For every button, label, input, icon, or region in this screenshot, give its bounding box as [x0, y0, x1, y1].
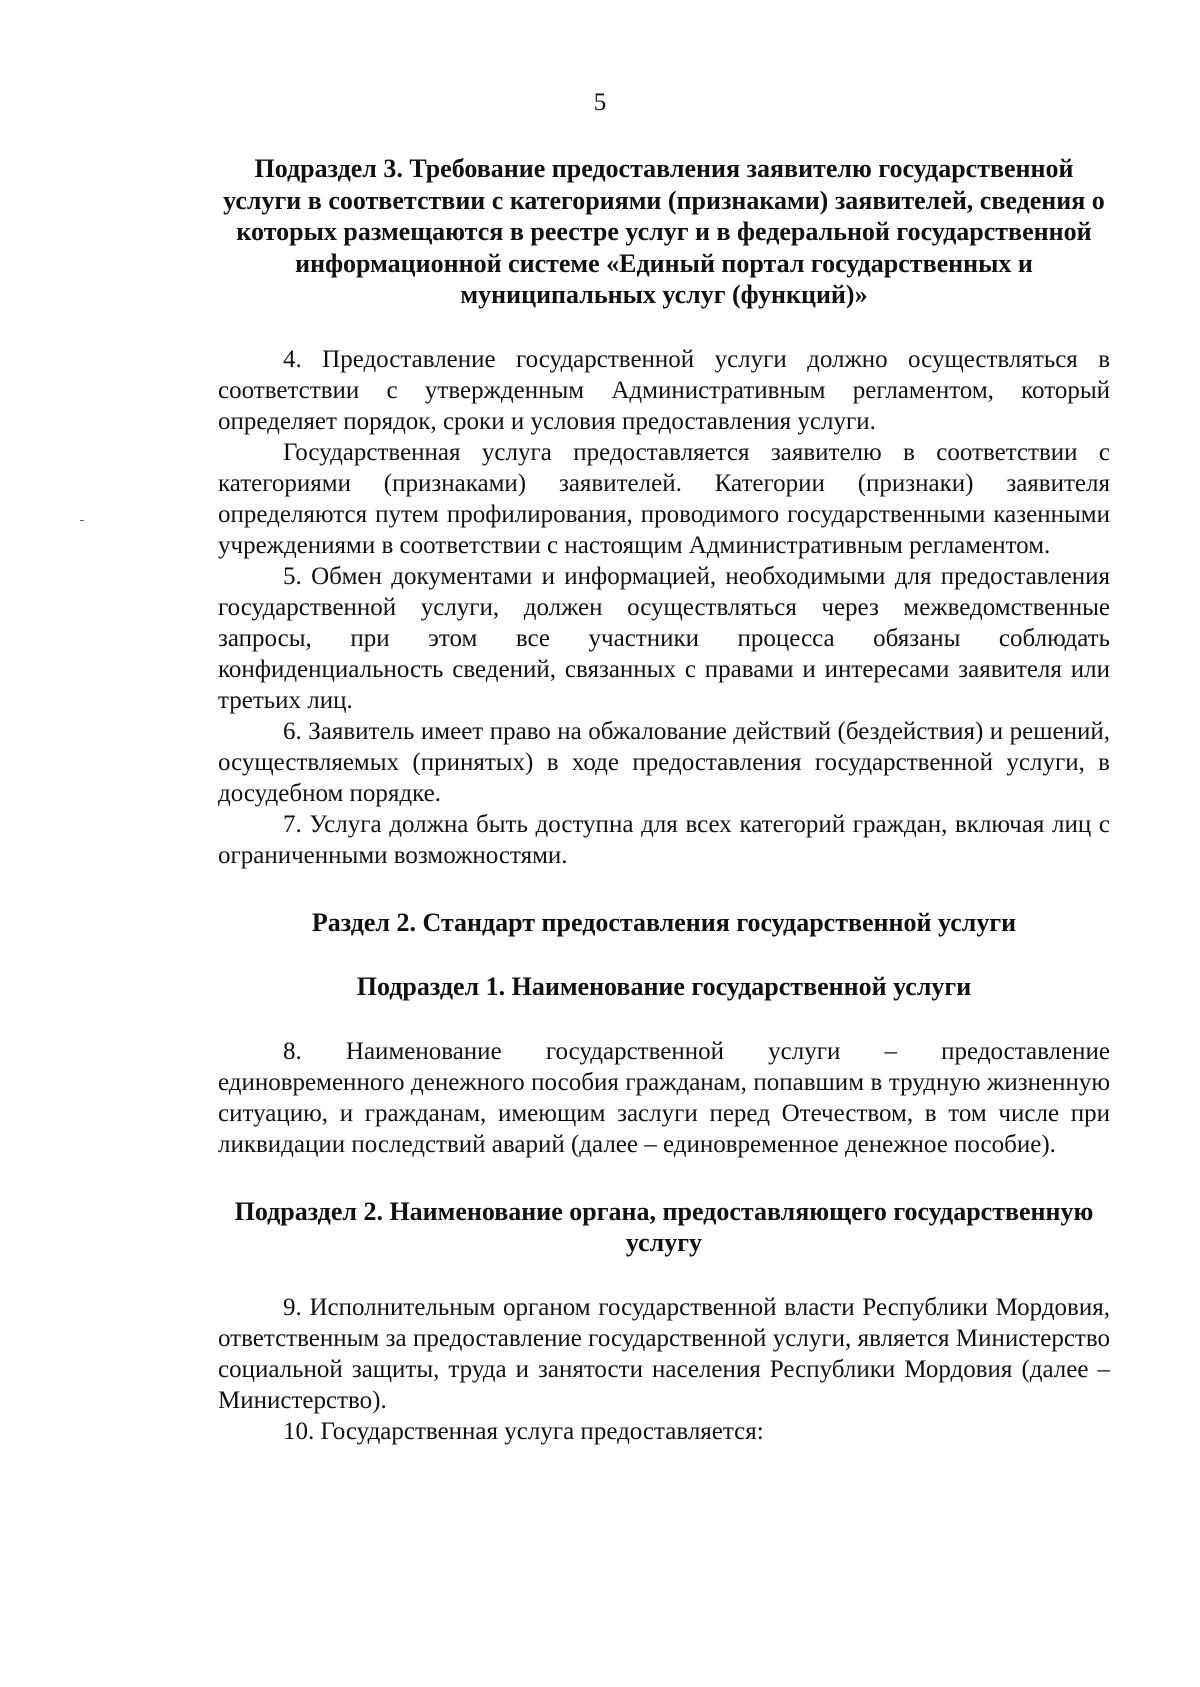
- document-body: [218, 153, 1110, 1447]
- paragraph-10: 10. Государственная услуга предоставляется:: [283, 1417, 764, 1445]
- subsection-1-heading: Подраздел 1. Наименование государственной услуги: [356, 972, 972, 1001]
- paragraph-4: 4. Предоставление государственной услуги должно осуществляться в соответствии с утвержденным Административным регламентом, который определяет порядок, сроки и условия предоставления услуги.: [218, 345, 1110, 435]
- section-2-heading: Раздел 2. Стандарт предоставления государственной услуги: [311, 907, 1017, 937]
- subsection-2-heading: Подраздел 2. Наименование органа, предоставляющего государственную услугу: [234, 1196, 1094, 1257]
- subsection-3-heading: Подраздел 3. Требование предоставления заявителю государственной услуги в соответствии с категориями (признаками) заявителей, сведения о которых размещаются в реестре услуг и в федеральной государственной информационной системе «Единый портал государственных и муниципальных услуг (функций)»: [223, 154, 1105, 309]
- paragraph-8: 8. Наименование государственной услуги – предоставление единовременного денежного пособия гражданам, попавшим в трудную жизненную ситуацию, и гражданам, имеющим заслуги перед Отечеством, в том числе при ликвидации последствий аварий (далее – единовременное денежное пособие).: [218, 1037, 1110, 1158]
- page-number: 5: [593, 89, 607, 116]
- paragraph-5: 5. Обмен документами и информацией, необходимыми для предоставления государственной услуги, должен осуществляться через межведомственные запросы, при этом все участники процесса обязаны соблюдать конфиденциальность сведений, связанных с правами и интересами заявителя или третьих лиц.: [218, 562, 1110, 714]
- paragraph-4-continued: Государственная услуга предоставляется заявителю в соответствии с категориями (признаками) заявителей. Категории (признаки) заявителя определяются путем профилирования, проводимого государственными казенными учреждениями в соответствии с настоящим Административным регламентом.: [218, 438, 1110, 559]
- scan-mark: [80, 520, 84, 521]
- paragraph-9: 9. Исполнительным органом государственной власти Республики Мордовия, ответственным за предоставление государственной услуги, является Министерство социальной защиты, труда и занятости населения Республики Мордовия (далее – Министерство).: [218, 1293, 1110, 1414]
- paragraph-7: 7. Услуга должна быть доступна для всех категорий граждан, включая лиц с ограниченными возможностями.: [218, 810, 1110, 869]
- paragraph-6: 6. Заявитель имеет право на обжалование действий (бездействия) и решений, осуществляемых (принятых) в ходе предоставления государственной услуги, в досудебном порядке.: [218, 717, 1110, 807]
